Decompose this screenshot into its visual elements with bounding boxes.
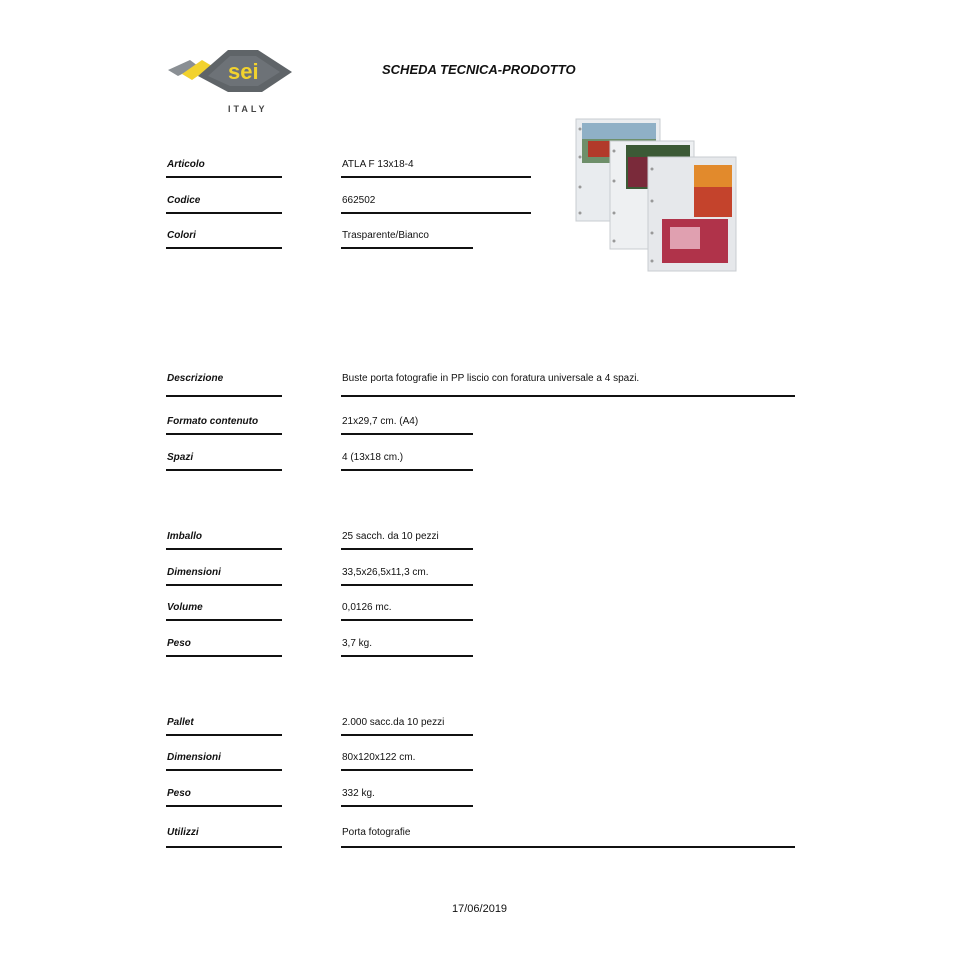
value-underline: [341, 176, 531, 178]
label-utilizzi: Utilizzi: [167, 827, 199, 838]
value-underline: [341, 584, 473, 586]
value-dimensioni: 33,5x26,5x11,3 cm.: [342, 567, 429, 578]
value-underline: [341, 433, 473, 435]
label-underline: [166, 584, 282, 586]
value-dimensioni: 80x120x122 cm.: [342, 752, 416, 763]
label-underline: [166, 433, 282, 435]
value-articolo: ATLA F 13x18-4: [342, 159, 414, 170]
value-underline: [341, 469, 473, 471]
label-underline: [166, 395, 282, 397]
row-spazi: [0, 452, 960, 482]
value-spazi: 4 (13x18 cm.): [342, 452, 404, 463]
logo-wordmark: sei: [228, 59, 259, 84]
value-underline: [341, 247, 473, 249]
logo-subtitle: ITALY: [228, 104, 268, 114]
value-peso: 3,7 kg.: [342, 638, 373, 649]
label-dimensioni: Dimensioni: [167, 752, 221, 763]
value-underline: [341, 655, 473, 657]
label-peso: Peso: [167, 638, 191, 649]
row-codice: [0, 195, 960, 225]
row-colori: [0, 230, 960, 260]
value-underline: [341, 805, 473, 807]
value-volume: 0,0126 mc.: [342, 602, 392, 613]
row-peso-imballo: [0, 638, 960, 668]
row-volume: [0, 602, 960, 632]
label-colori: Colori: [167, 230, 196, 241]
row-peso-pallet: [0, 788, 960, 818]
label-dimensioni: Dimensioni: [167, 567, 221, 578]
value-utilizzi: Porta fotografie: [342, 827, 411, 838]
label-peso: Peso: [167, 788, 191, 799]
label-spazi: Spazi: [167, 452, 194, 463]
label-underline: [166, 176, 282, 178]
label-pallet: Pallet: [167, 717, 194, 728]
label-underline: [166, 548, 282, 550]
row-dimensioni-imballo: [0, 567, 960, 597]
value-underline: [341, 548, 473, 550]
label-imballo: Imballo: [167, 531, 203, 542]
label-underline: [166, 619, 282, 621]
label-volume: Volume: [167, 602, 203, 613]
value-descrizione: Buste porta fotografie in PP liscio con foratura universale a 4 spazi.: [342, 373, 640, 384]
label-underline: [166, 655, 282, 657]
value-colori: Trasparente/Bianco: [342, 230, 429, 241]
label-underline: [166, 805, 282, 807]
row-formato: [0, 416, 960, 446]
label-underline: [166, 212, 282, 214]
value-underline: [341, 734, 473, 736]
footer-date: 17/06/2019: [452, 903, 508, 915]
value-underline: [341, 619, 473, 621]
label-codice: Codice: [167, 195, 201, 206]
label-formato: Formato contenuto: [167, 416, 259, 427]
label-underline: [166, 734, 282, 736]
value-peso: 332 kg.: [342, 788, 375, 799]
value-imballo: 25 sacch. da 10 pezzi: [342, 531, 439, 542]
value-formato: 21x29,7 cm. (A4): [342, 416, 419, 427]
value-underline: [341, 395, 795, 397]
label-underline: [166, 769, 282, 771]
row-utilizzi: [0, 827, 960, 857]
value-underline: [341, 212, 531, 214]
label-underline: [166, 846, 282, 848]
row-imballo: [0, 531, 960, 561]
row-dimensioni-pallet: [0, 752, 960, 782]
row-articolo: [0, 159, 960, 189]
label-descrizione: Descrizione: [167, 373, 224, 384]
value-codice: 662502: [342, 195, 376, 206]
row-descrizione: [0, 373, 960, 403]
page-title: SCHEDA TECNICA-PRODOTTO: [382, 62, 576, 77]
label-underline: [166, 247, 282, 249]
value-underline: [341, 846, 795, 848]
row-pallet: [0, 717, 960, 747]
value-pallet: 2.000 sacc.da 10 pezzi: [342, 717, 445, 728]
label-articolo: Articolo: [167, 159, 205, 170]
label-underline: [166, 469, 282, 471]
value-underline: [341, 769, 473, 771]
